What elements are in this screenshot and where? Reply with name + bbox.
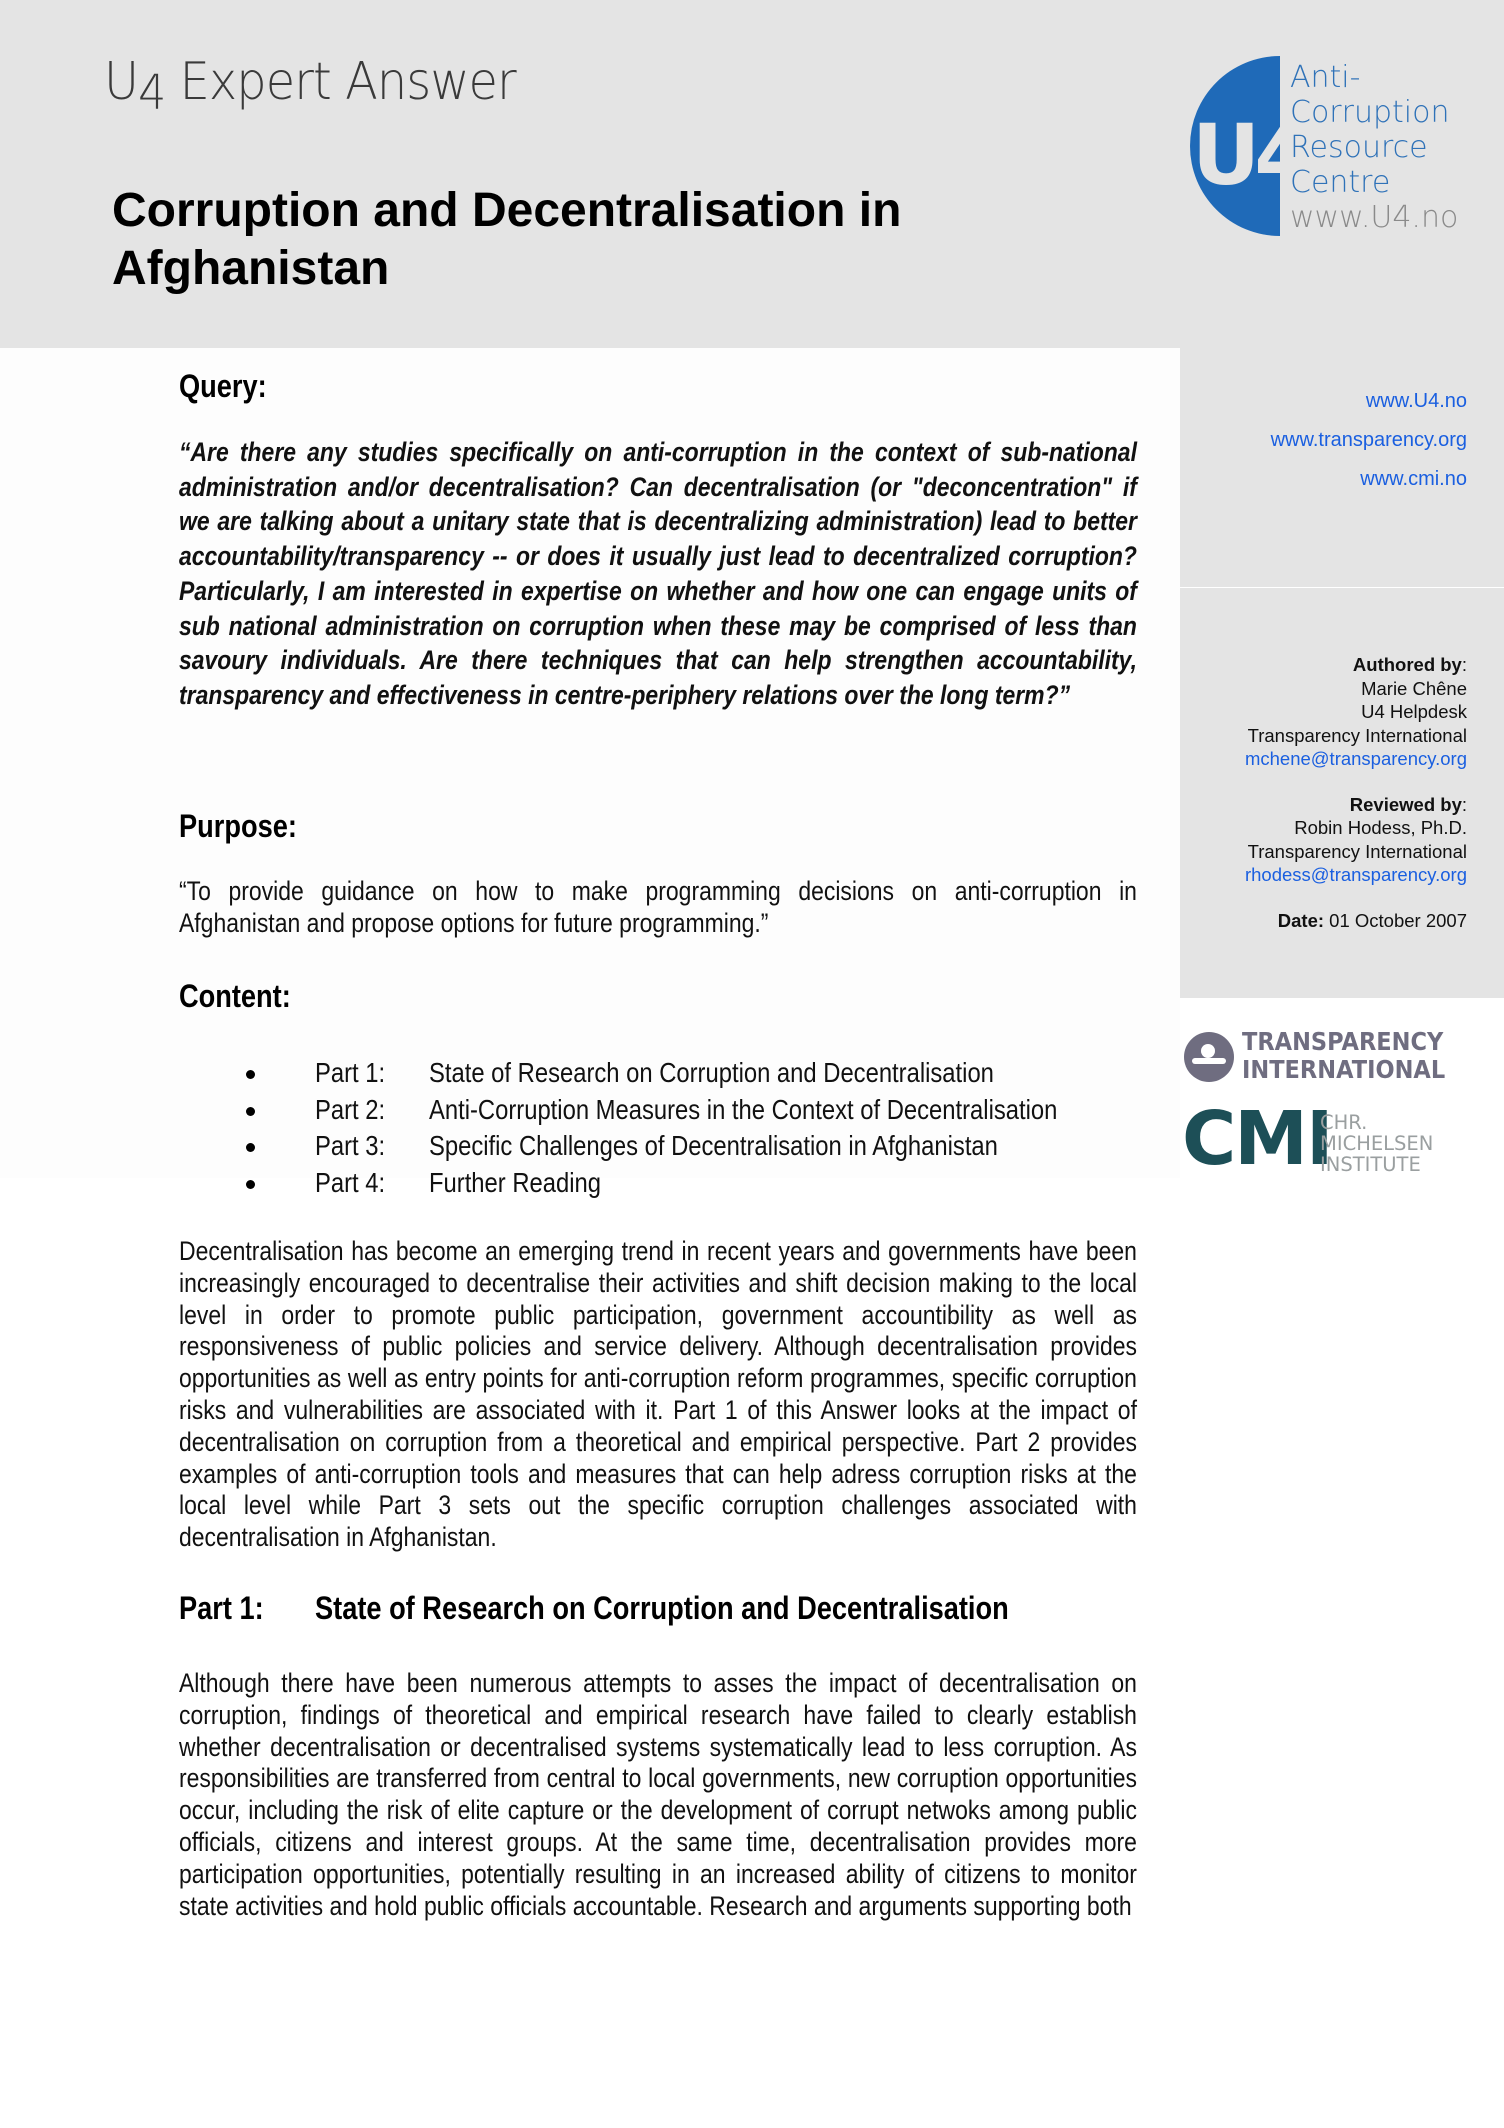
toc-label: State of Research on Corruption and Decentralisation — [429, 1057, 994, 1088]
date-value: 01 October 2007 — [1329, 909, 1467, 931]
toc-label: Specific Challenges of Decentralisation in Afghanistan — [429, 1130, 998, 1161]
u4-logo-text — [1290, 60, 1458, 235]
bullet-icon — [246, 1070, 255, 1079]
u4-logo-line: Resource — [1290, 130, 1428, 165]
toc-part: Part 4: — [315, 1166, 386, 1198]
cmi-mark: CMI — [1182, 1096, 1332, 1182]
u4-logo-mark: U4 — [1192, 106, 1307, 204]
link-cmi[interactable]: www.cmi.no — [1360, 468, 1467, 490]
u4-logo-line: Anti- — [1290, 60, 1361, 95]
ti-line: TRANSPARENCY — [1242, 1027, 1444, 1056]
part1-number: Part 1: — [179, 1590, 264, 1626]
intro-paragraph: Decentralisation has become an emerging trend in recent years and governments have been increasingly encouraged to decentralise their activities and shift decision making to the local level in order to promote public participation, government accountibility as well as responsiveness of public policies and service delivery. Although decentralisation provides opportunities as well as entry points for anti-corruption reform programmes, specific corruption risks and vulnerabilities are associated with it. Part 1 of this Answer looks at the impact of decentralisation on corruption from a theoretical and empirical perspective. Part 2 provides examples of anti-corruption tools and measures that can help adress corruption risks at the local level while Part 3 sets out the specific corruption challenges associated with decentralisation in Afghanistan. — [179, 1236, 1137, 1553]
series-prefix: U — [104, 52, 139, 112]
ti-logo-text — [1242, 1028, 1445, 1084]
page-title: Corruption and Decentralisation in Afghanistan — [112, 184, 902, 295]
cmi-line: MICHELSEN — [1320, 1132, 1434, 1155]
purpose-heading: Purpose: — [179, 808, 297, 844]
query-heading: Query: — [179, 368, 267, 404]
content-heading: Content: — [179, 978, 291, 1014]
toc-label: Further Reading — [429, 1166, 601, 1198]
series-title — [104, 52, 516, 121]
series-sub: 4 — [138, 65, 166, 121]
ti-globe-icon — [1184, 1032, 1234, 1082]
document-header — [0, 0, 1504, 348]
cmi-line: CHR. — [1320, 1111, 1368, 1134]
u4-logo-url: www.U4.no — [1290, 200, 1459, 235]
query-text: “Are there any studies specifically on anti-corruption in the context of sub-national administration and/or decentralisation? Can decentralisation (or "deconcentration" if we are talking about a unitary state that is decentralizing administration) lead to better accountability/transparency -- or does it usually just lead to decentralized corruption? Particularly, I am interested in expertise on whether and how one can engage units of sub national administration on corruption when these may be comprised of less than savoury individuals. Are there techniques that can help strengthen accountability, transparency and effectiveness in centre-periphery relations over the long term?” — [179, 437, 1137, 710]
reviewed-by-label: Reviewed by — [1349, 793, 1462, 815]
reviewer-email-link[interactable]: rhodess@transparency.org — [1244, 864, 1467, 885]
part1-title: State of Research on Corruption and Decentralisation — [315, 1590, 1009, 1626]
ti-line: INTERNATIONAL — [1242, 1055, 1446, 1084]
purpose-text: “To provide guidance on how to make programming decisions on anti-corruption in Afghanistan and propose options for future programming.” — [179, 876, 1137, 938]
bullet-icon — [246, 1143, 255, 1152]
link-u4[interactable]: www.U4.no — [1365, 390, 1467, 412]
table-of-contents — [179, 1055, 1179, 1201]
reviewer-name: Robin Hodess, Ph.D. — [1294, 817, 1467, 838]
part1-paragraph: Although there have been numerous attempts to asses the impact of decentralisation on corruption, findings of theoretical and empirical research have failed to clearly establish whether decentralisation or decentralised systems systematically lead to less corruption. As responsibilities are transferred from central to local governments, new corruption opportunities occur, including the risk of elite capture or the development of corrupt netwoks among public officials, citizens and interest groups. At the same time, decentralisation provides more participation opportunities, potentially resulting in an increased ability of citizens to monitor state activities and hold public officials accountable. Research and arguments supporting both — [179, 1668, 1137, 1921]
u4-logo-line: Centre — [1290, 165, 1391, 200]
cmi-line: INSTITUTE — [1320, 1153, 1421, 1176]
toc-item[interactable] — [179, 1128, 1179, 1165]
info-sidebar — [1180, 348, 1504, 998]
toc-label: Anti-Corruption Measures in the Context of Decentralisation — [429, 1093, 1058, 1125]
partner-logos — [1180, 1020, 1504, 1180]
author-unit: U4 Helpdesk — [1361, 701, 1467, 722]
reviewed-by-row: Reviewed by: — [1349, 793, 1467, 815]
u4-logo — [1190, 56, 1459, 246]
authorship-block — [1245, 653, 1467, 932]
link-transparency[interactable]: www.transparency.org — [1270, 429, 1467, 451]
part1-heading — [179, 1590, 1009, 1627]
toc-item[interactable] — [179, 1055, 1179, 1092]
authored-by-label: Authored by — [1352, 654, 1462, 675]
toc-part: Part 1: — [315, 1057, 386, 1088]
u4-logo-line: Corruption — [1290, 95, 1450, 130]
bullet-icon — [246, 1107, 255, 1116]
sidebar-divider — [1180, 587, 1504, 588]
reviewer-org: Transparency International — [1247, 840, 1467, 862]
toc-part: Part 2: — [315, 1093, 386, 1125]
toc-part: Part 3: — [315, 1130, 386, 1161]
date-label: Date: — [1277, 909, 1325, 931]
cmi-logo-text — [1320, 1112, 1433, 1175]
author-email-link[interactable]: mchene@transparency.org — [1244, 748, 1467, 769]
author-org: Transparency International — [1247, 724, 1467, 746]
sidebar-links — [1271, 382, 1467, 499]
series-title-text: Expert Answer — [179, 52, 516, 112]
date-row — [1245, 909, 1467, 933]
authored-by-row: Authored by: — [1352, 654, 1467, 675]
author-name: Marie Chêne — [1361, 677, 1467, 699]
bullet-icon — [246, 1180, 255, 1189]
toc-item[interactable] — [179, 1092, 1179, 1129]
toc-item[interactable] — [179, 1165, 1179, 1202]
